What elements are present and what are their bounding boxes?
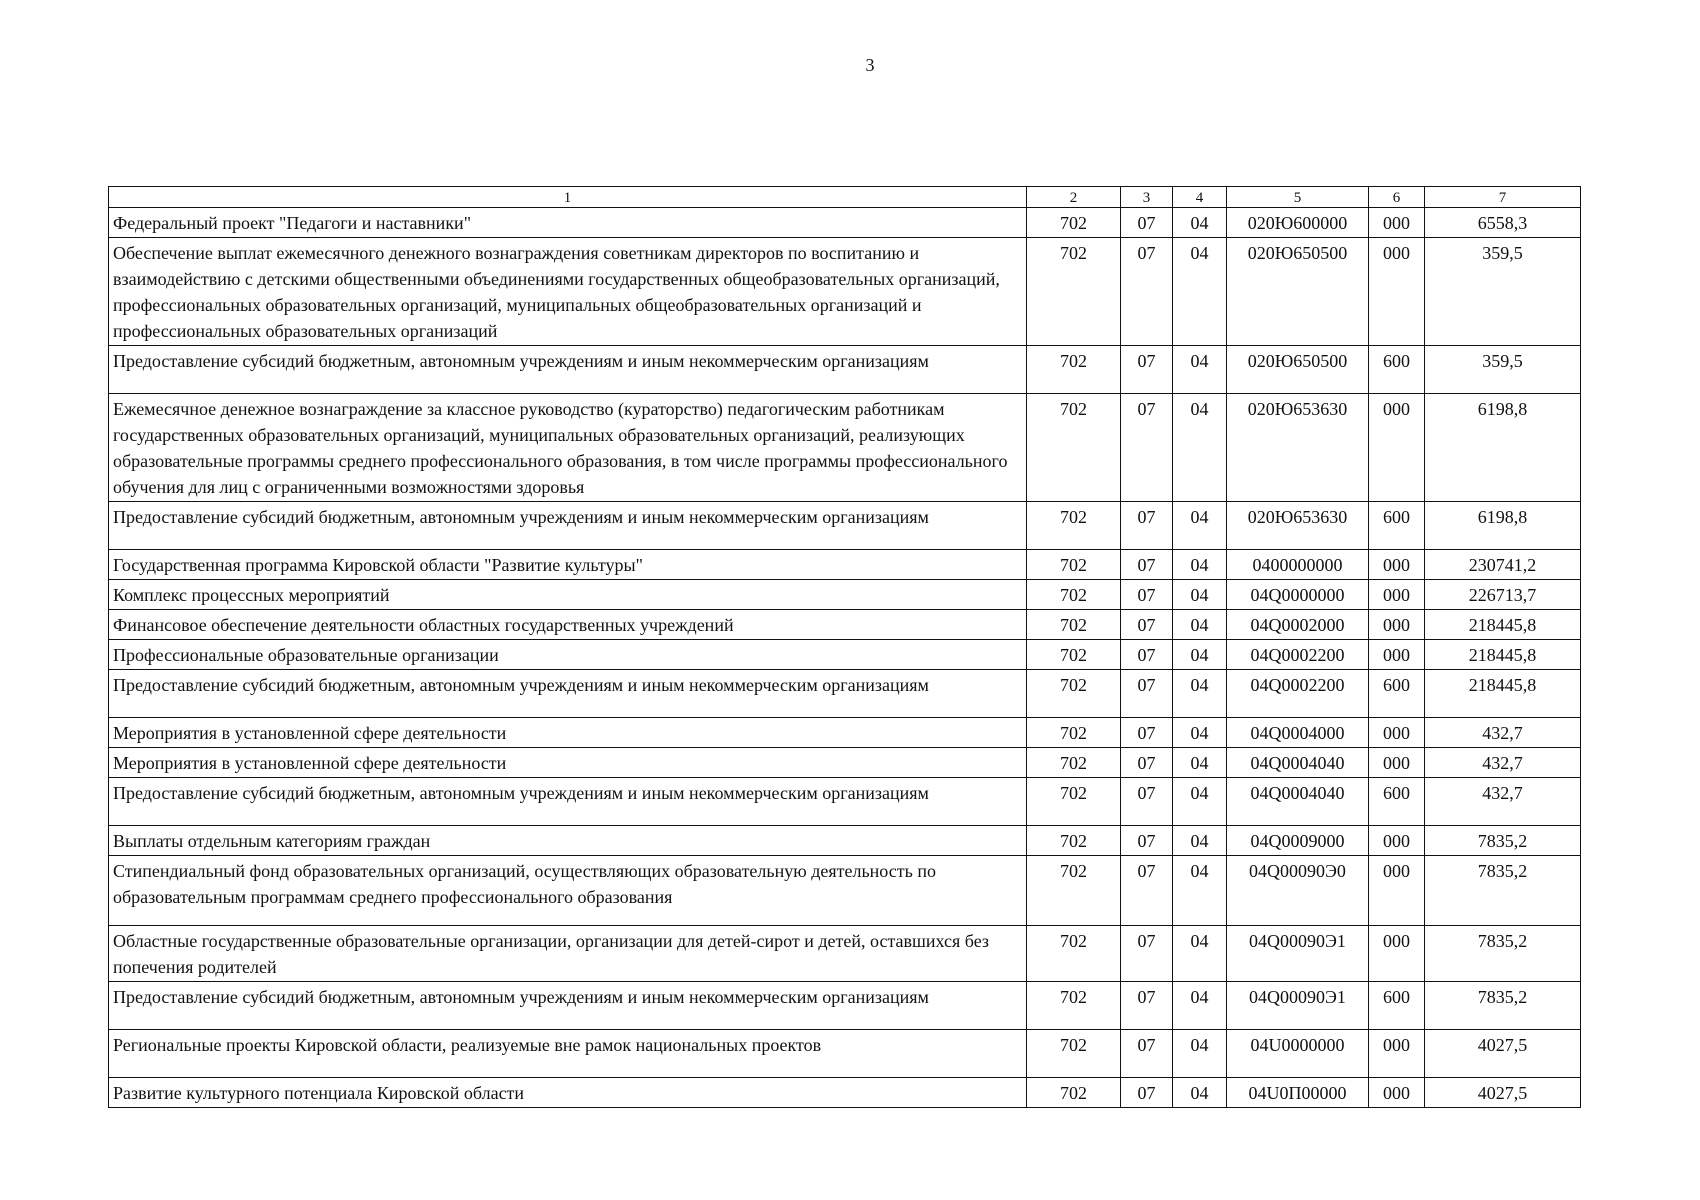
cell-sum: 230741,2 — [1425, 550, 1581, 580]
cell-podrazdel: 04 — [1173, 982, 1227, 1030]
cell-csr: 0400000000 — [1227, 550, 1369, 580]
cell-name: Предоставление субсидий бюджетным, автономным учреждениям и иным некоммерческим организациям — [109, 502, 1027, 550]
cell-csr: 04U0000000 — [1227, 1030, 1369, 1078]
cell-razdel: 07 — [1121, 1078, 1173, 1108]
cell-vr: 600 — [1369, 982, 1425, 1030]
cell-csr: 04Q00090Э1 — [1227, 926, 1369, 982]
cell-razdel: 07 — [1121, 580, 1173, 610]
cell-ved: 702 — [1027, 982, 1121, 1030]
cell-name: Государственная программа Кировской области "Развитие культуры" — [109, 550, 1027, 580]
cell-ved: 702 — [1027, 748, 1121, 778]
cell-vr: 000 — [1369, 238, 1425, 346]
table-row — [109, 394, 1581, 502]
cell-razdel: 07 — [1121, 982, 1173, 1030]
cell-name: Стипендиальный фонд образовательных организаций, осуществляющих образовательную деятельность по образовательным программам среднего профессионального образования — [109, 856, 1027, 926]
cell-razdel: 07 — [1121, 346, 1173, 394]
cell-podrazdel: 04 — [1173, 346, 1227, 394]
page-number: 3 — [865, 55, 875, 75]
cell-vr: 000 — [1369, 748, 1425, 778]
cell-vr: 600 — [1369, 346, 1425, 394]
cell-name: Ежемесячное денежное вознаграждение за классное руководство (кураторство) педагогическим работникам государственных образовательных организаций, муниципальных образовательных организаций, реализующих образовательные программы среднего профессионального образования, в том числе программы профессионального обучения для лиц с ограниченными возможностями здоровья — [109, 394, 1027, 502]
cell-ved: 702 — [1027, 502, 1121, 550]
table-row — [109, 550, 1581, 580]
cell-csr: 020Ю653630 — [1227, 502, 1369, 550]
cell-csr: 04Q0004040 — [1227, 748, 1369, 778]
cell-vr: 000 — [1369, 718, 1425, 748]
cell-podrazdel: 04 — [1173, 238, 1227, 346]
cell-razdel: 07 — [1121, 748, 1173, 778]
cell-sum: 359,5 — [1425, 238, 1581, 346]
cell-podrazdel: 04 — [1173, 718, 1227, 748]
cell-vr: 000 — [1369, 550, 1425, 580]
cell-vr: 000 — [1369, 640, 1425, 670]
cell-name: Развитие культурного потенциала Кировской области — [109, 1078, 1027, 1108]
cell-razdel: 07 — [1121, 718, 1173, 748]
cell-podrazdel: 04 — [1173, 670, 1227, 718]
cell-sum: 4027,5 — [1425, 1030, 1581, 1078]
cell-podrazdel: 04 — [1173, 856, 1227, 926]
cell-csr: 04Q0002200 — [1227, 670, 1369, 718]
cell-sum: 7835,2 — [1425, 982, 1581, 1030]
column-header: 4 — [1173, 187, 1227, 208]
column-header: 1 — [109, 187, 1027, 208]
cell-podrazdel: 04 — [1173, 640, 1227, 670]
column-header: 6 — [1369, 187, 1425, 208]
cell-vr: 000 — [1369, 580, 1425, 610]
cell-name: Комплекс процессных мероприятий — [109, 580, 1027, 610]
cell-sum: 7835,2 — [1425, 926, 1581, 982]
table-row — [109, 926, 1581, 982]
cell-name: Финансовое обеспечение деятельности областных государственных учреждений — [109, 610, 1027, 640]
cell-vr: 600 — [1369, 670, 1425, 718]
cell-sum: 6198,8 — [1425, 394, 1581, 502]
cell-csr: 020Ю650500 — [1227, 346, 1369, 394]
cell-podrazdel: 04 — [1173, 502, 1227, 550]
table-row — [109, 748, 1581, 778]
cell-razdel: 07 — [1121, 610, 1173, 640]
cell-sum: 218445,8 — [1425, 610, 1581, 640]
table-row — [109, 640, 1581, 670]
cell-vr: 000 — [1369, 208, 1425, 238]
cell-ved: 702 — [1027, 778, 1121, 826]
cell-name: Мероприятия в установленной сфере деятельности — [109, 748, 1027, 778]
cell-vr: 000 — [1369, 610, 1425, 640]
table-row — [109, 718, 1581, 748]
cell-sum: 432,7 — [1425, 718, 1581, 748]
cell-razdel: 07 — [1121, 550, 1173, 580]
cell-vr: 000 — [1369, 1078, 1425, 1108]
cell-csr: 04Q0004000 — [1227, 718, 1369, 748]
cell-ved: 702 — [1027, 550, 1121, 580]
table-row — [109, 502, 1581, 550]
table-row — [109, 670, 1581, 718]
cell-ved: 702 — [1027, 1030, 1121, 1078]
table-row — [109, 208, 1581, 238]
cell-name: Предоставление субсидий бюджетным, автономным учреждениям и иным некоммерческим организациям — [109, 982, 1027, 1030]
cell-razdel: 07 — [1121, 394, 1173, 502]
cell-vr: 000 — [1369, 926, 1425, 982]
cell-csr: 04Q0009000 — [1227, 826, 1369, 856]
cell-ved: 702 — [1027, 856, 1121, 926]
cell-name: Обеспечение выплат ежемесячного денежного вознаграждения советникам директоров по воспитанию и взаимодействию с детскими общественными объединениями государственных общеобразовательных организаций, профессиональных образовательных организаций, муниципальных общеобразовательных организаций и профессиональных образовательных организаций — [109, 238, 1027, 346]
cell-podrazdel: 04 — [1173, 208, 1227, 238]
table-row — [109, 1078, 1581, 1108]
cell-razdel: 07 — [1121, 670, 1173, 718]
cell-vr: 000 — [1369, 394, 1425, 502]
table-row — [109, 982, 1581, 1030]
cell-podrazdel: 04 — [1173, 926, 1227, 982]
cell-name: Выплаты отдельным категориям граждан — [109, 826, 1027, 856]
column-header: 2 — [1027, 187, 1121, 208]
cell-razdel: 07 — [1121, 208, 1173, 238]
cell-vr: 000 — [1369, 826, 1425, 856]
cell-sum: 432,7 — [1425, 778, 1581, 826]
cell-razdel: 07 — [1121, 856, 1173, 926]
cell-podrazdel: 04 — [1173, 610, 1227, 640]
cell-vr: 000 — [1369, 856, 1425, 926]
cell-ved: 702 — [1027, 238, 1121, 346]
cell-podrazdel: 04 — [1173, 748, 1227, 778]
cell-name: Предоставление субсидий бюджетным, автономным учреждениям и иным некоммерческим организациям — [109, 778, 1027, 826]
cell-razdel: 07 — [1121, 826, 1173, 856]
table-row — [109, 1030, 1581, 1078]
cell-ved: 702 — [1027, 718, 1121, 748]
budget-table — [108, 186, 1581, 1108]
cell-ved: 702 — [1027, 394, 1121, 502]
cell-ved: 702 — [1027, 208, 1121, 238]
table-row — [109, 610, 1581, 640]
cell-sum: 218445,8 — [1425, 670, 1581, 718]
cell-name: Предоставление субсидий бюджетным, автономным учреждениям и иным некоммерческим организациям — [109, 670, 1027, 718]
cell-name: Федеральный проект "Педагоги и наставники" — [109, 208, 1027, 238]
cell-name: Региональные проекты Кировской области, реализуемые вне рамок национальных проектов — [109, 1030, 1027, 1078]
cell-name: Профессиональные образовательные организации — [109, 640, 1027, 670]
cell-csr: 04Q0000000 — [1227, 580, 1369, 610]
cell-csr: 04U0П00000 — [1227, 1078, 1369, 1108]
table-row — [109, 580, 1581, 610]
cell-ved: 702 — [1027, 826, 1121, 856]
table-row — [109, 826, 1581, 856]
cell-razdel: 07 — [1121, 238, 1173, 346]
cell-name: Мероприятия в установленной сфере деятельности — [109, 718, 1027, 748]
cell-sum: 432,7 — [1425, 748, 1581, 778]
cell-ved: 702 — [1027, 580, 1121, 610]
cell-ved: 702 — [1027, 1078, 1121, 1108]
cell-podrazdel: 04 — [1173, 1030, 1227, 1078]
cell-sum: 6558,3 — [1425, 208, 1581, 238]
column-header: 3 — [1121, 187, 1173, 208]
cell-ved: 702 — [1027, 346, 1121, 394]
cell-podrazdel: 04 — [1173, 394, 1227, 502]
cell-csr: 04Q00090Э0 — [1227, 856, 1369, 926]
cell-sum: 6198,8 — [1425, 502, 1581, 550]
table-row — [109, 238, 1581, 346]
cell-vr: 600 — [1369, 502, 1425, 550]
table-row — [109, 778, 1581, 826]
cell-razdel: 07 — [1121, 926, 1173, 982]
cell-vr: 000 — [1369, 1030, 1425, 1078]
table-header-row — [109, 187, 1581, 208]
cell-csr: 04Q0004040 — [1227, 778, 1369, 826]
cell-ved: 702 — [1027, 640, 1121, 670]
cell-name: Предоставление субсидий бюджетным, автономным учреждениям и иным некоммерческим организациям — [109, 346, 1027, 394]
cell-podrazdel: 04 — [1173, 778, 1227, 826]
cell-name: Областные государственные образовательные организации, организации для детей-сирот и детей, оставшихся без попечения родителей — [109, 926, 1027, 982]
cell-sum: 7835,2 — [1425, 856, 1581, 926]
cell-ved: 702 — [1027, 670, 1121, 718]
cell-sum: 7835,2 — [1425, 826, 1581, 856]
cell-podrazdel: 04 — [1173, 580, 1227, 610]
cell-podrazdel: 04 — [1173, 550, 1227, 580]
cell-ved: 702 — [1027, 610, 1121, 640]
table-row — [109, 856, 1581, 926]
cell-csr: 020Ю600000 — [1227, 208, 1369, 238]
cell-sum: 218445,8 — [1425, 640, 1581, 670]
table-row — [109, 346, 1581, 394]
cell-csr: 04Q0002200 — [1227, 640, 1369, 670]
cell-razdel: 07 — [1121, 1030, 1173, 1078]
cell-sum: 4027,5 — [1425, 1078, 1581, 1108]
cell-podrazdel: 04 — [1173, 826, 1227, 856]
cell-razdel: 07 — [1121, 778, 1173, 826]
cell-vr: 600 — [1369, 778, 1425, 826]
column-header: 7 — [1425, 187, 1581, 208]
cell-razdel: 07 — [1121, 502, 1173, 550]
cell-csr: 020Ю650500 — [1227, 238, 1369, 346]
cell-csr: 04Q00090Э1 — [1227, 982, 1369, 1030]
cell-ved: 702 — [1027, 926, 1121, 982]
cell-csr: 020Ю653630 — [1227, 394, 1369, 502]
cell-podrazdel: 04 — [1173, 1078, 1227, 1108]
cell-csr: 04Q0002000 — [1227, 610, 1369, 640]
cell-razdel: 07 — [1121, 640, 1173, 670]
column-header: 5 — [1227, 187, 1369, 208]
cell-sum: 359,5 — [1425, 346, 1581, 394]
cell-sum: 226713,7 — [1425, 580, 1581, 610]
